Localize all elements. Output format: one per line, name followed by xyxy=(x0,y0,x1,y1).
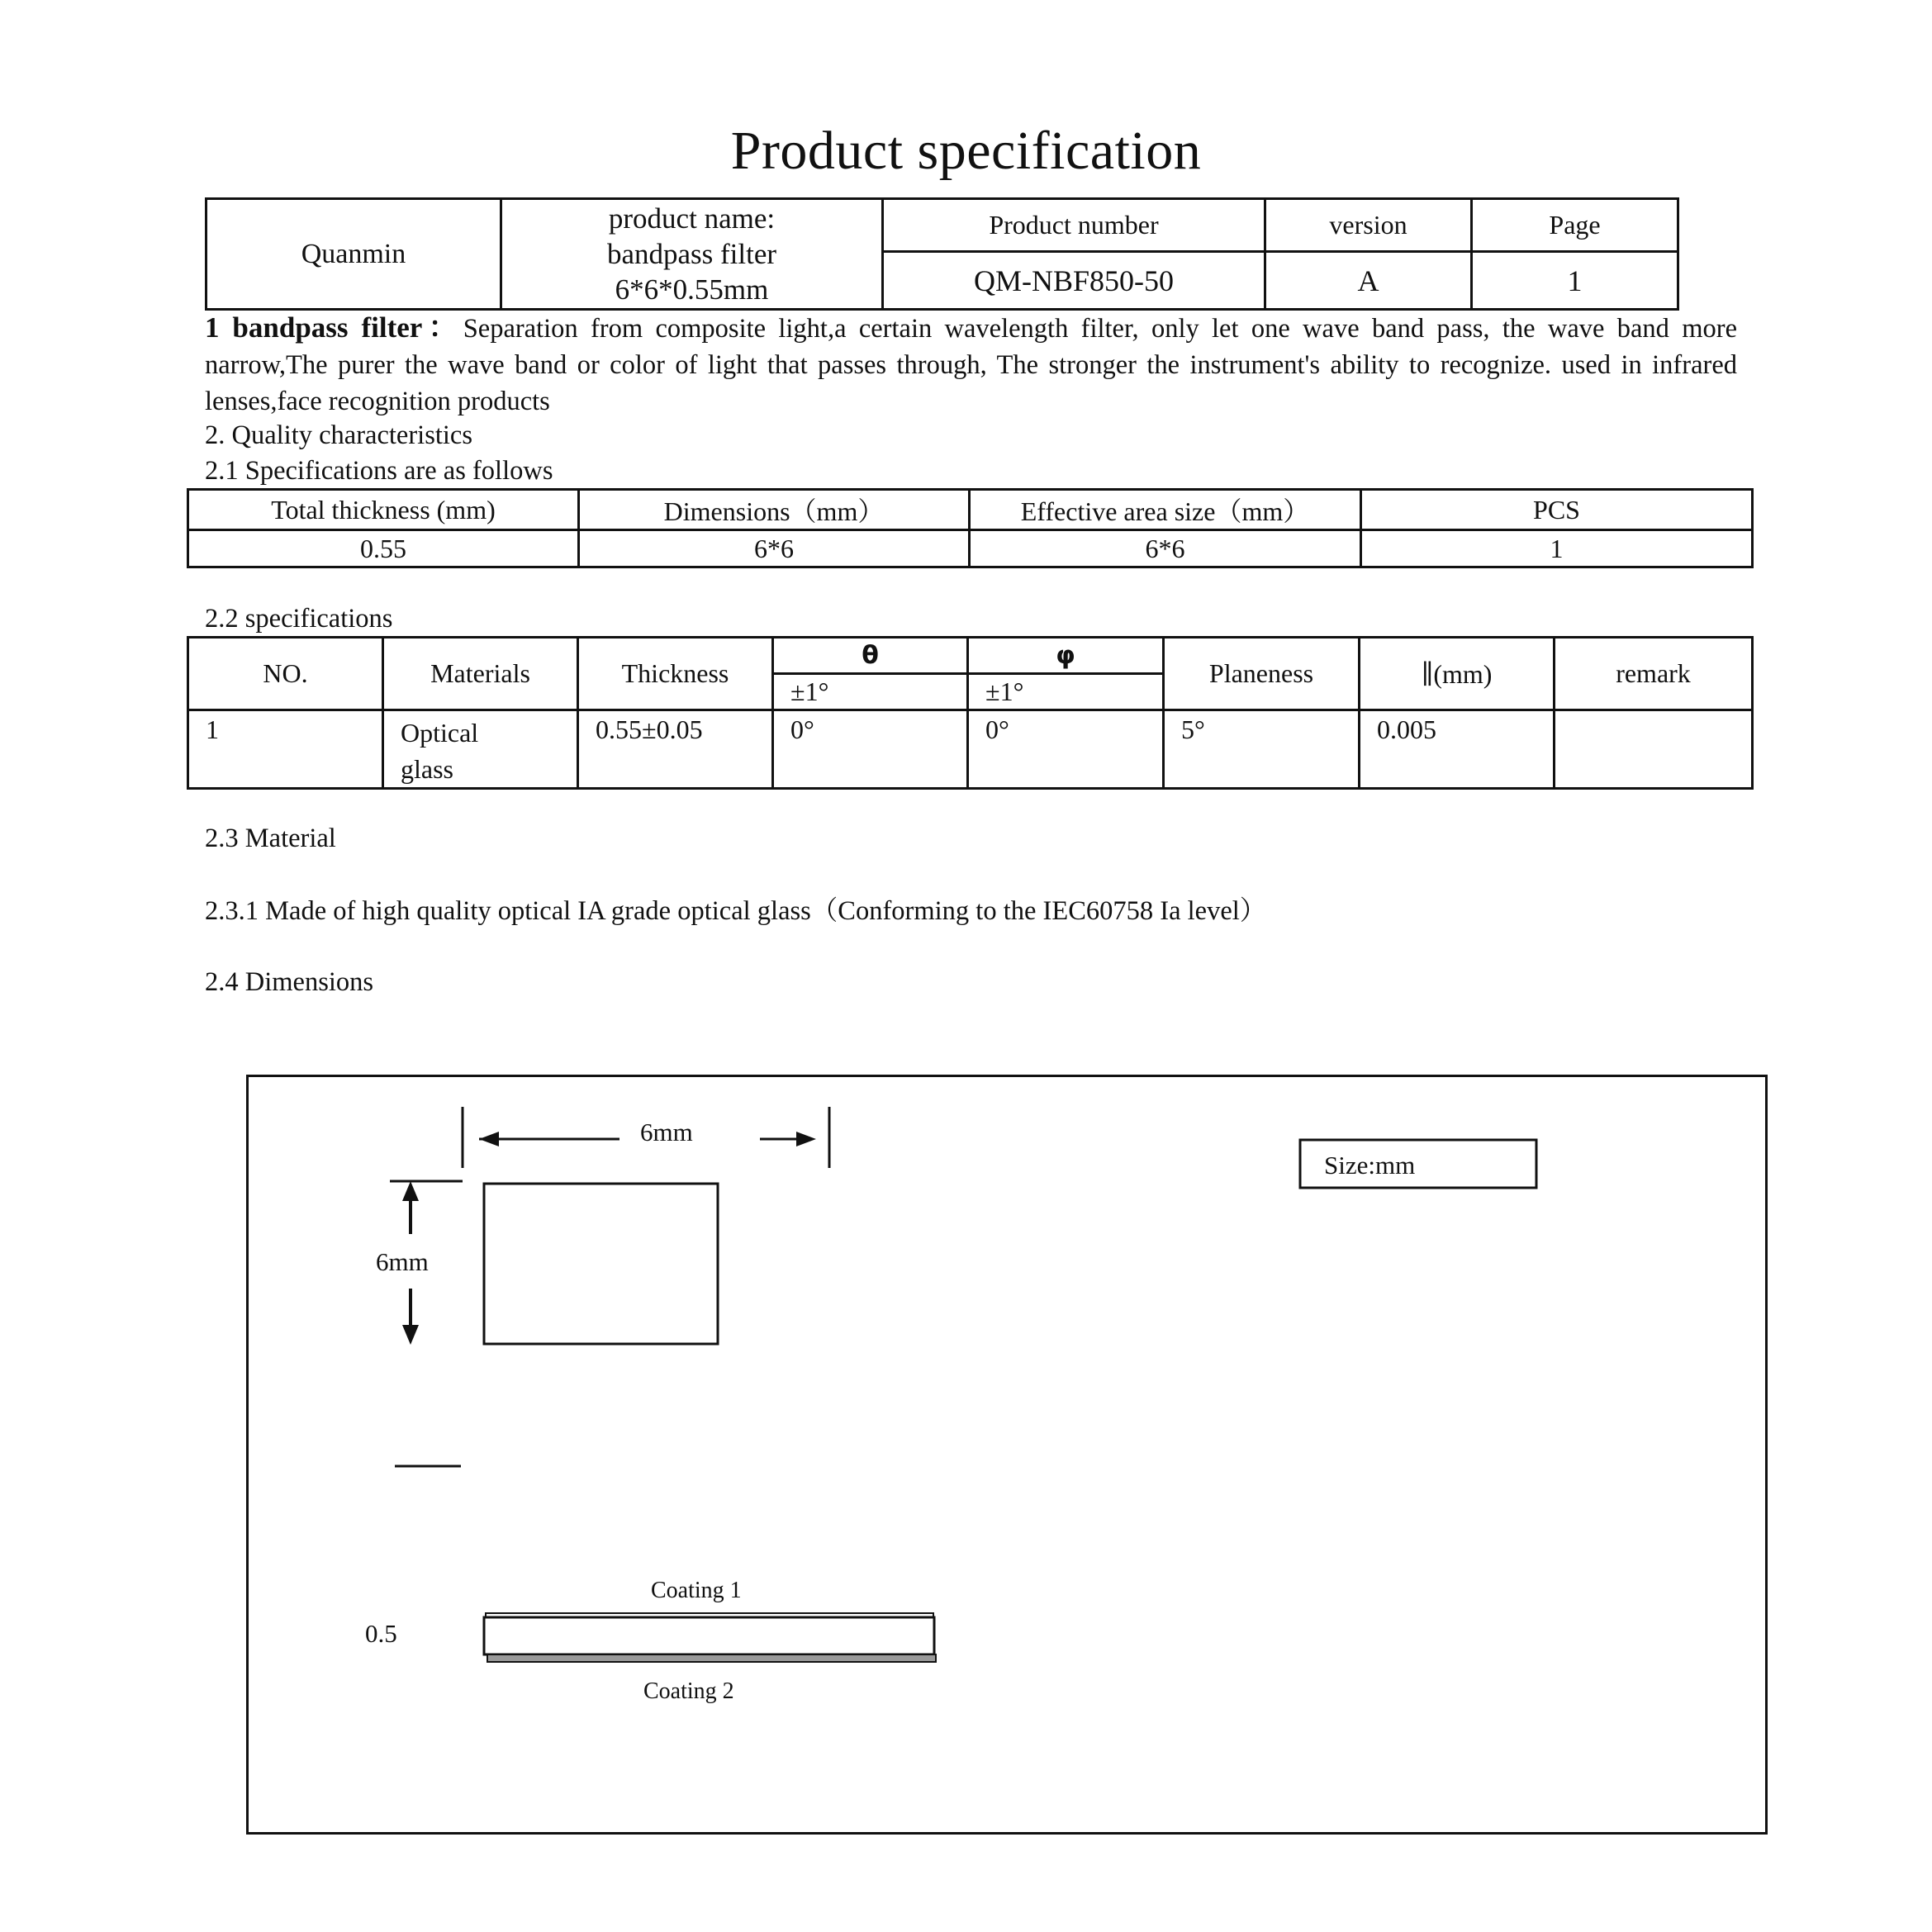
section2-4-title: 2.4 Dimensions xyxy=(205,967,374,997)
version-value: A xyxy=(1265,252,1472,310)
version-label: version xyxy=(1265,199,1472,252)
coating-2-layer xyxy=(487,1654,936,1662)
row-no: 1 xyxy=(188,710,383,789)
height-arrowhead-top xyxy=(402,1181,419,1201)
val-total-thickness: 0.55 xyxy=(188,530,579,567)
col-parallel: ∥(mm) xyxy=(1360,638,1555,710)
width-arrowhead-left xyxy=(479,1132,499,1146)
col-theta: θ xyxy=(773,638,968,674)
product-number-value: QM-NBF850-50 xyxy=(883,252,1265,310)
page-title: Product specification xyxy=(730,121,1202,181)
section1-text: Separation from composite light,a certain wavelength filter, only let one wave band pass, the wave band more narrow,The purer the wave band or color of light that passes through, The stronger the instrument's ability to recognize. used in infrared lenses,face recognition products xyxy=(205,314,1737,416)
product-name-value: bandpass filter xyxy=(606,238,777,270)
coating-2-label: Coating 2 xyxy=(643,1678,734,1704)
section2-2-title: 2.2 specifications xyxy=(205,604,393,634)
val-pcs: 1 xyxy=(1361,530,1753,567)
val-effective-area: 6*6 xyxy=(970,530,1361,567)
col-remark: remark xyxy=(1555,638,1753,710)
product-number-label: Product number xyxy=(883,199,1265,252)
row-planeness: 5° xyxy=(1164,710,1360,789)
product-size-value: 6*6*0.55mm xyxy=(615,273,769,306)
row-theta: 0° xyxy=(773,710,968,789)
col-dimensions: Dimensions（mm） xyxy=(579,490,970,530)
col-total-thickness: Total thickness (mm) xyxy=(188,490,579,530)
width-arrowhead-right xyxy=(796,1132,816,1146)
section1-heading: 1 bandpass filter： xyxy=(205,311,463,344)
col-no: NO. xyxy=(188,638,383,710)
section2-3-1-text: 2.3.1 Made of high quality optical IA grade optical glass（Conforming to the IEC60758 Ia level） xyxy=(205,896,1267,926)
height-label: 6mm xyxy=(376,1247,429,1276)
side-thickness-label: 0.5 xyxy=(365,1619,397,1648)
col-thickness: Thickness xyxy=(578,638,773,710)
section2-title: 2. Quality characteristics xyxy=(205,420,472,450)
section2-3-title: 2.3 Material xyxy=(205,824,336,853)
col-pcs: PCS xyxy=(1361,490,1753,530)
size-unit-label: Size:mm xyxy=(1324,1151,1416,1180)
height-arrowhead-bottom xyxy=(402,1325,419,1345)
filter-top-view xyxy=(484,1184,718,1344)
filter-side-view xyxy=(484,1617,934,1654)
col-theta-tolerance: ±1° xyxy=(773,674,968,710)
val-dimensions: 6*6 xyxy=(579,530,970,567)
row-phi: 0° xyxy=(968,710,1164,789)
col-planeness: Planeness xyxy=(1164,638,1360,710)
row-thickness: 0.55±0.05 xyxy=(578,710,773,789)
page-label: Page xyxy=(1472,199,1678,252)
page-value: 1 xyxy=(1472,252,1678,310)
coating-1-label: Coating 1 xyxy=(651,1578,742,1603)
col-phi-tolerance: ±1° xyxy=(968,674,1164,710)
row-parallel: 0.005 xyxy=(1360,710,1555,789)
col-effective-area: Effective area size（mm） xyxy=(970,490,1361,530)
product-name-label: product name: xyxy=(608,202,776,235)
company-name: Quanmin xyxy=(206,199,501,310)
width-label: 6mm xyxy=(640,1118,693,1146)
col-materials: Materials xyxy=(383,638,578,710)
col-phi: φ xyxy=(968,638,1164,674)
section2-1-title: 2.1 Specifications are as follows xyxy=(205,456,553,486)
row-materials: Optical glass xyxy=(383,710,578,789)
